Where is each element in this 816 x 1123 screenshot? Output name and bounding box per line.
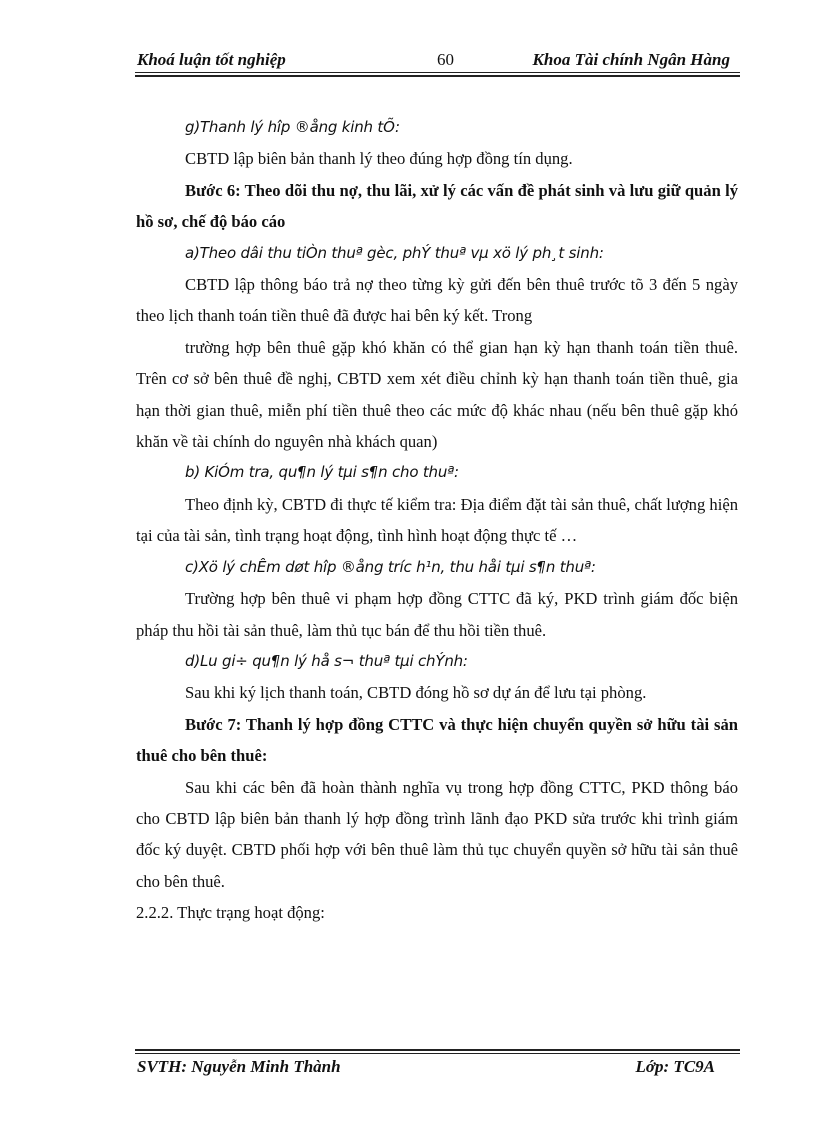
page-header (135, 46, 740, 72)
paragraph: CBTD lập biên bản thanh lý theo đúng hợp đồng tín dụng. (185, 149, 573, 169)
header-thesis-label: Khoá luận tốt nghiệp (137, 50, 286, 69)
paragraph: Sau khi các bên đã hoàn thành nghĩa vụ trong hợp đồng CTTC, PKD thông báo cho CBTD lập biên bản thanh lý hợp đồng trình lãnh đạo PKD sửa trước khi trình giám đốc ký duyệt. CBTD phối hợp với bên thuê làm thủ tục chuyển quyền sở hữu tài sản thuê cho bên thuê. (136, 777, 738, 891)
subheading-b: b) KiÓm tra, qu¶n lý tµi s¶n cho thuª: (185, 463, 459, 482)
paragraph: Theo định kỳ, CBTD đi thực tế kiểm tra: Địa điểm đặt tài sản thuê, chất lượng hiện tại của tài sản, tình trạng hoạt động, tình hình hoạt động thực tế … (136, 494, 738, 546)
document-body (136, 112, 738, 929)
paragraph: Trường hợp bên thuê vi phạm hợp đồng CTTC đã ký, PKD trình giám đốc biện pháp thu hồi tài sản thuê, làm thủ tục bán để thu hồi tiền thuê. (136, 589, 738, 640)
step-7-heading: Bước 7: Thanh lý hợp đồng CTTC và thực hiện chuyển quyền sở hữu tài sản thuê cho bên thuê: (136, 714, 738, 766)
subheading-c: c)Xö lý chÊm døt hîp ®ång tríc h¹n, thu håi tµi s¶n thuª: (185, 557, 596, 576)
header-faculty-label: Khoa Tài chính Ngân Hàng (532, 50, 730, 69)
footer-class-label: Lớp: TC9A (635, 1057, 715, 1076)
header-rule-thick (135, 75, 740, 77)
footer-rule (135, 1053, 740, 1054)
page-number: 60 (437, 50, 454, 69)
paragraph: Sau khi ký lịch thanh toán, CBTD đóng hồ sơ dự án để lưu tại phòng. (185, 683, 647, 703)
step-6-heading: Bước 6: Theo dõi thu nợ, thu lãi, xử lý các vấn đề phát sinh và lưu giữ quản lý hồ sơ, chế độ báo cáo (136, 180, 738, 232)
header-rule (135, 72, 740, 73)
footer-rule-thick (135, 1049, 740, 1051)
subheading-a: a)Theo dâi thu tiÒn thuª gèc, phÝ thuª vµ xö lý ph¸t sinh: (185, 243, 604, 262)
paragraph: CBTD lập thông báo trả nợ theo từng kỳ gửi đến bên thuê trước tõ 3 đến 5 ngày theo lịch thanh toán tiền thuê đã được hai bên ký kết. Trong (136, 275, 738, 326)
section-heading: 2.2.2. Thực trạng hoạt động: (136, 903, 325, 923)
subheading-d: d)Lu gi÷ qu¶n lý hå s¬ thuª tµi chÝnh: (185, 651, 468, 670)
page-footer (135, 1055, 740, 1079)
paragraph: trường hợp bên thuê gặp khó khăn có thể gian hạn kỳ hạn thanh toán tiền thuê. Trên cơ sở bên thuê đề nghị, CBTD xem xét điều chỉnh kỳ hạn thanh toán tiền thuê, gia hạn thời gian thuê, miễn phí tiền thuê theo các mức độ khác nhau (nếu bên thuê gặp khó khăn về tài chính do nguyên nhà khách quan) (136, 337, 738, 452)
footer-student-name: SVTH: Nguyễn Minh Thành (137, 1057, 341, 1076)
subheading-g: g)Thanh lý hîp ®ång kinh tÕ: (185, 118, 400, 136)
